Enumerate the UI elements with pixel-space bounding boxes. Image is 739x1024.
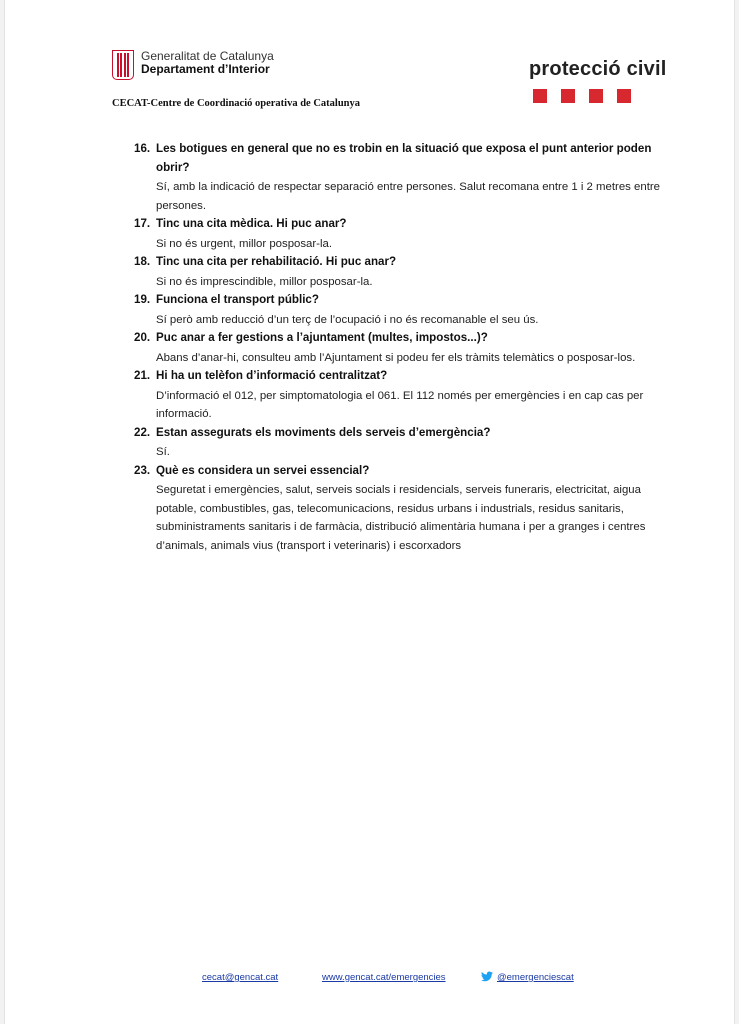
faq-answer: Abans d’anar-hi, consulteu amb l’Ajuntament si podeu fer els tràmits telemàtics o posposar-los.: [156, 351, 636, 364]
faq-item: [134, 424, 674, 462]
faq-question: Estan assegurats els moviments dels serveis d’emergència?: [156, 425, 491, 439]
document-page: [4, 0, 735, 1024]
faq-question: Tinc una cita mèdica. Hi puc anar?: [156, 217, 347, 230]
email-link[interactable]: cecat@gencat.cat: [202, 972, 279, 983]
faq-number: 18.: [134, 255, 151, 268]
faq-question: Tinc una cita per rehabilitació. Hi puc anar?: [156, 255, 397, 268]
faq-item: [134, 329, 674, 367]
faq-answer: Si no és imprescindible, millor posposar-la.: [156, 275, 373, 288]
department-name: Departament d’Interior: [141, 62, 270, 76]
faq-item: [134, 462, 674, 556]
proteccio-civil-logo: [529, 58, 667, 103]
faq-number: 21.: [134, 369, 151, 382]
faq-question: Hi ha un telèfon d’informació centralitzat?: [156, 369, 388, 382]
faq-question: Funciona el transport públic?: [156, 293, 319, 306]
faq-number: 23.: [134, 463, 151, 477]
twitter-link[interactable]: @emergenciescat: [497, 972, 574, 983]
faq-item: [134, 140, 674, 215]
generalitat-name: Generalitat de Catalunya: [141, 49, 274, 63]
faq-item: [134, 367, 674, 424]
faq-item: [134, 291, 674, 329]
website-link[interactable]: www.gencat.cat/emergencies: [322, 972, 446, 983]
faq-item: [134, 215, 674, 253]
faq-number: 16.: [134, 142, 151, 155]
cecat-heading: CECAT-Centre de Coordinació operativa de Catalunya: [112, 98, 361, 109]
senyera-shield-icon: [112, 50, 134, 80]
faq-question: Què es considera un servei essencial?: [156, 463, 370, 477]
faq-list: [134, 140, 674, 555]
faq-question: Puc anar a fer gestions a l’ajuntament (multes, impostos...)?: [156, 331, 488, 344]
proteccio-civil-title: protecció civil: [529, 58, 667, 80]
faq-answer: D’informació el 012, per simptomatologia el 061. El 112 només per emergències i en cap cas per informació.: [156, 389, 644, 420]
twitter-icon: [481, 971, 493, 982]
faq-number: 22.: [134, 425, 151, 439]
faq-answer: Si no és urgent, millor posposar-la.: [156, 237, 333, 250]
faq-number: 20.: [134, 331, 151, 344]
faq-answer: Seguretat i emergències, salut, serveis socials i residencials, serveis funeraris, electricitat, aigua potable, combustibles, gas, telecomunicacions, residus urbans i industrials, residus sanitaris, subministraments sanitaris i de farmàcia, distribució alimentària humana i per a granges i centres d’animals, animals vius (transport i veterinaris) i escorxadors: [156, 484, 646, 552]
faq-answer: Sí.: [156, 446, 170, 458]
faq-answer: Sí però amb reducció d’un terç de l’ocupació i no és recomanable el seu ús.: [156, 313, 539, 326]
faq-answer: Sí, amb la indicació de respectar separació entre persones. Salut recomana entre 1 i 2 metres entre persones.: [156, 181, 660, 212]
faq-number: 19.: [134, 293, 151, 306]
faq-number: 17.: [134, 217, 151, 230]
faq-item: [134, 253, 674, 291]
red-squares-icon: [533, 89, 667, 103]
faq-question: Les botigues en general que no es trobin en la situació que exposa el punt anterior poden obrir?: [156, 142, 652, 174]
generalitat-logo: [112, 50, 274, 80]
